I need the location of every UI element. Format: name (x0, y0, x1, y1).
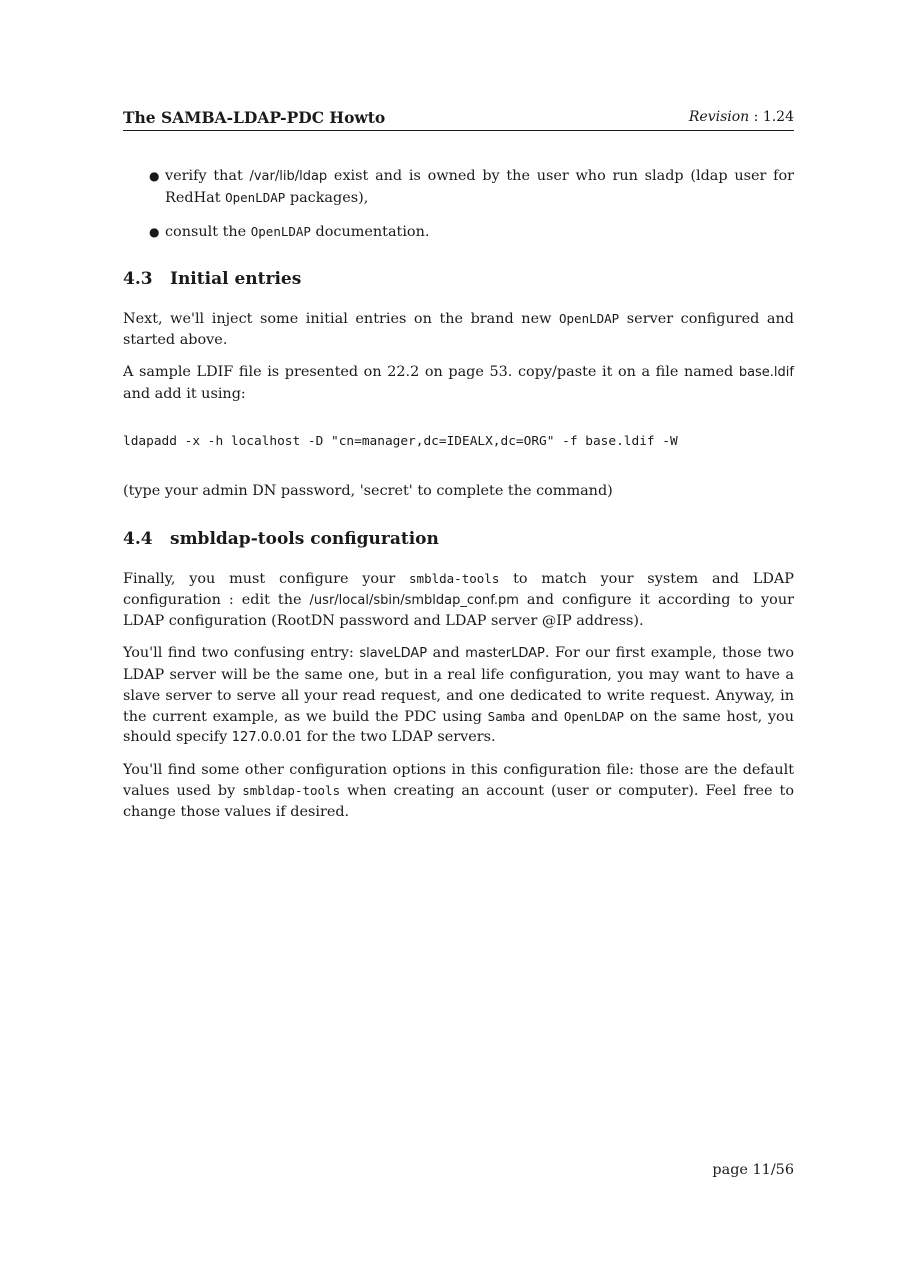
section-number: 4.3 (123, 269, 153, 290)
code-term: OpenLDAP (225, 189, 286, 205)
file-name: base.ldif (738, 364, 794, 380)
code-term: OpenLDAP (559, 311, 620, 327)
section-title: smbldap-tools configuration (170, 528, 439, 549)
code-term: OpenLDAP (250, 223, 311, 239)
paragraph: A sample LDIF file is presented on 22.2 on page 53. copy/paste it on a file named base.ldif and add it using: (123, 363, 794, 402)
bullet-list (123, 166, 794, 242)
code-term: OpenLDAP (563, 708, 625, 724)
document-page (123, 0, 794, 1280)
paragraph: Next, we'll inject some initial entries on the brand new OpenLDAP server configured and started above. (123, 311, 794, 348)
file-path: /usr/local/sbin/smbldap_conf.pm (309, 592, 519, 608)
config-key: slaveLDAP (359, 646, 428, 662)
list-item: ● verify that /var/lib/ldap exist and is owned by the user who run sladp (ldap user for RedHat OpenLDAP packages), (149, 168, 794, 206)
code-term: smbldap-tools (242, 782, 341, 798)
code-term: smblda-tools (409, 570, 500, 586)
document-body (123, 160, 794, 834)
page-number: page 11/56 (712, 1162, 794, 1178)
running-header (123, 108, 794, 131)
document-title: The SAMBA-LDAP-PDC Howto (123, 108, 386, 127)
config-key: masterLDAP (465, 646, 545, 662)
paragraph: Finally, you must configure your smblda-tools to match your system and LDAP configuration : edit the /usr/local/sbin/smbldap_conf.pm and configure it according to your LDAP configuration (RootDN password and LDAP server @IP address). (123, 570, 794, 630)
revision-label (689, 109, 794, 125)
code-term: Samba (487, 708, 526, 724)
section-number: 4.4 (123, 528, 153, 549)
section-title: Initial entries (170, 269, 302, 290)
file-path: /var/lib/ldap (249, 169, 328, 184)
ip-address: 127.0.0.01 (231, 730, 303, 746)
revision-word: Revision (688, 109, 750, 125)
list-item: ● consult the OpenLDAP documentation. (123, 222, 794, 243)
section-heading-initial-entries (123, 269, 794, 290)
paragraph: You'll find two confusing entry: slaveLDAP and masterLDAP. For our first example, those two LDAP server will be the same one, but in a real life configuration, you may want to have a slave server to serve all your read request, and one dedicated to write request. Anyway, in the current example, as we build the PDC using Samba and OpenLDAP on the same host, you should specify 127.0.0.01 for the two LDAP servers. (123, 645, 794, 746)
bullet-icon: ● (149, 224, 160, 239)
paragraph: You'll find some other configuration options in this configuration file: those are the default values used by smbldap-tools when creating an account (user or computer). Feel free to change those values if desired. (123, 762, 795, 820)
paragraph: (type your admin DN password, 'secret' to complete the command) (123, 483, 613, 500)
revision-number: : 1.24 (749, 109, 794, 125)
section-heading-smbldap-config (123, 529, 794, 550)
bullet-icon: ● (149, 169, 160, 183)
command-block: ldapadd -x -h localhost -D "cn=manager,dc=IDEALX,dc=ORG" -f base.ldif -W (123, 434, 678, 450)
